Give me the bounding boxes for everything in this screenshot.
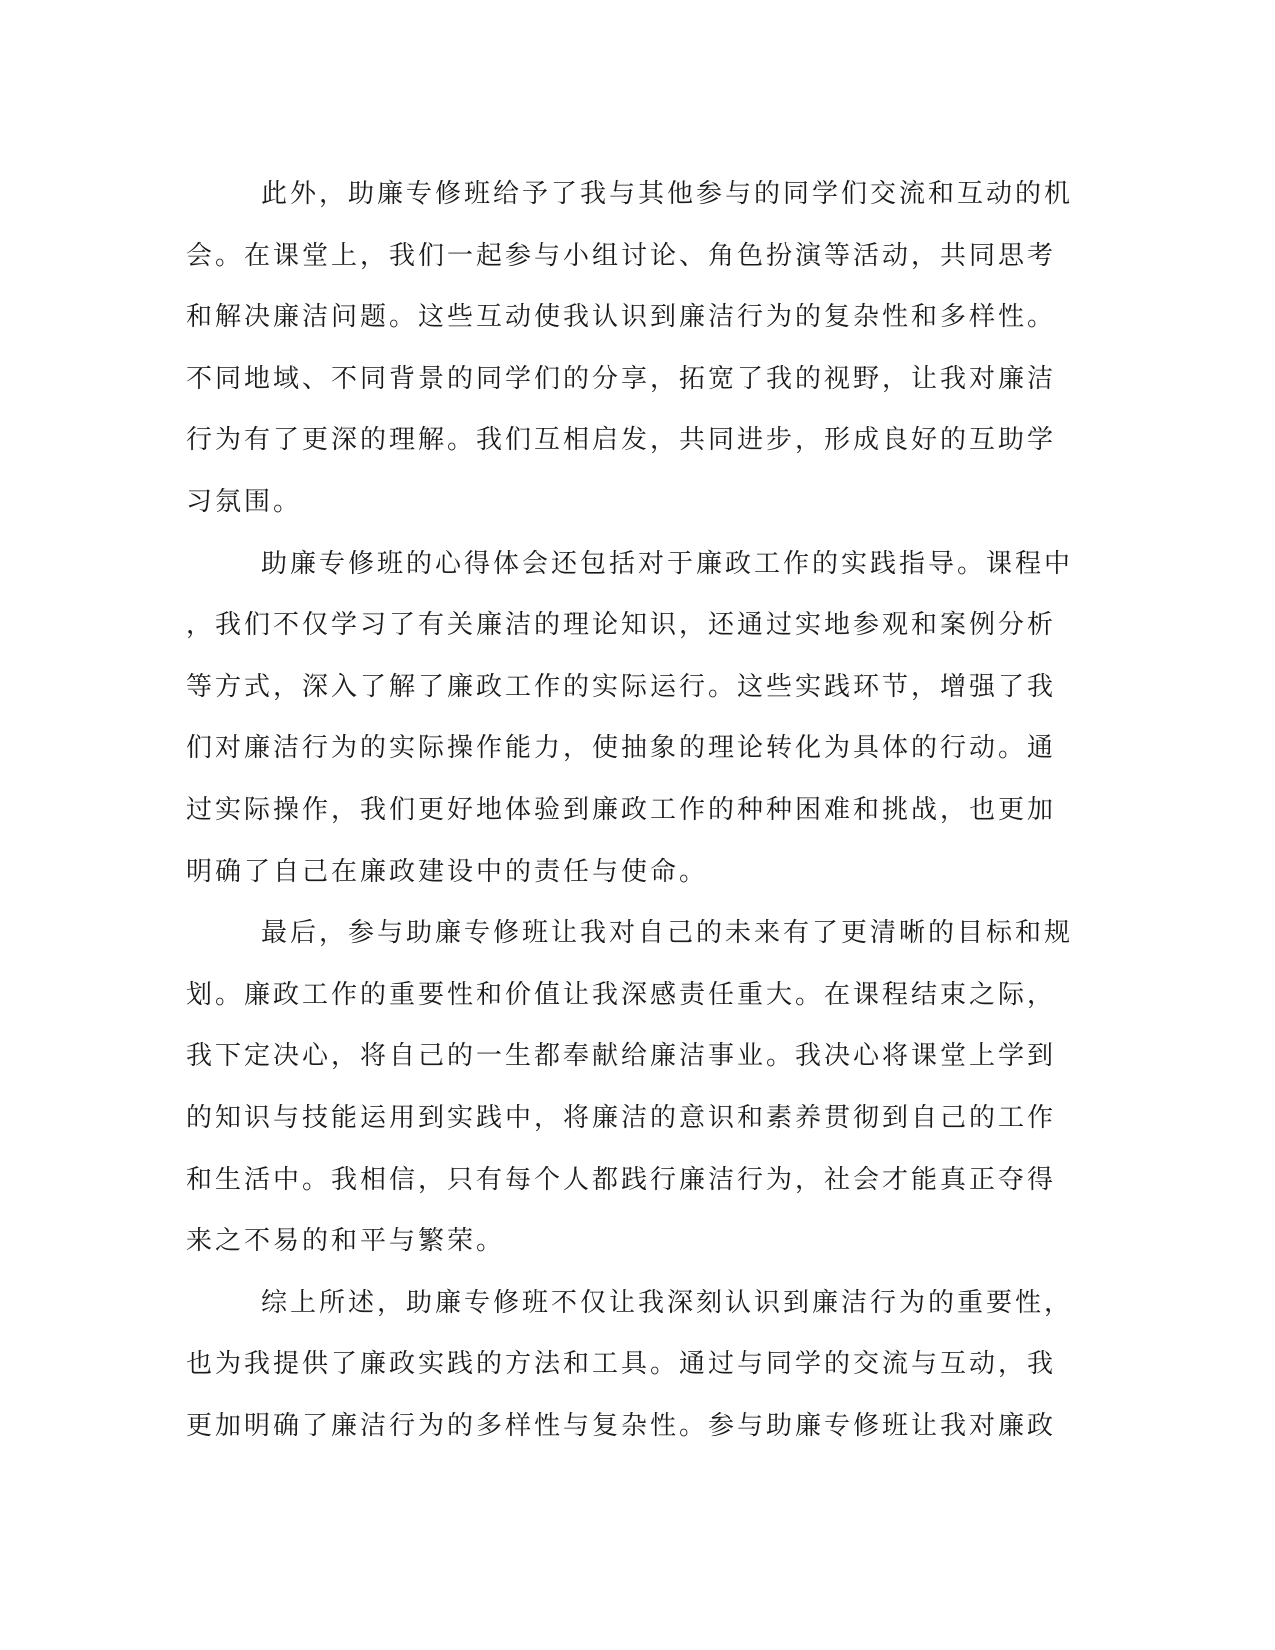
text-line: 来之不易的和平与繁荣。	[186, 1226, 506, 1257]
text-line: 会。在课堂上，我们一起参与小组讨论、角色扮演等活动，共同思考	[186, 240, 1057, 271]
text-line: 不同地域、不同背景的同学们的分享，拓宽了我的视野，让我对廉洁	[186, 363, 1057, 394]
text-line: 更加明确了廉洁行为的多样性与复杂性。参与助廉专修班让我对廉政	[186, 1410, 1057, 1441]
text-line: 行为有了更深的理解。我们互相启发，共同进步，形成良好的互助学	[186, 425, 1057, 456]
text-line: 和生活中。我相信，只有每个人都践行廉洁行为，社会才能真正夺得	[186, 1164, 1057, 1195]
text-line: 习氛围。	[186, 486, 303, 517]
text-line: 们对廉洁行为的实际操作能力，使抽象的理论转化为具体的行动。通	[186, 733, 1057, 764]
text-line: 综上所述，助廉专修班不仅让我深刻认识到廉洁行为的重要性，	[261, 1287, 1074, 1318]
text-line: 划。廉政工作的重要性和价值让我深感责任重大。在课程结束之际，	[186, 979, 1057, 1010]
text-line: 过实际操作，我们更好地体验到廉政工作的种种困难和挑战，也更加	[186, 794, 1057, 825]
text-line: 和解决廉洁问题。这些互动使我认识到廉洁行为的复杂性和多样性。	[186, 302, 1057, 333]
text-line: ，我们不仅学习了有关廉洁的理论知识，还通过实地参观和案例分析	[186, 610, 1057, 641]
text-line: 助廉专修班的心得体会还包括对于廉政工作的实践指导。课程中	[261, 548, 1074, 579]
text-line: 明确了自己在廉政建设中的责任与使命。	[186, 856, 709, 887]
text-line: 等方式，深入了解了廉政工作的实际运行。这些实践环节，增强了我	[186, 671, 1057, 702]
text-line: 我下定决心，将自己的一生都奉献给廉洁事业。我决心将课堂上学到	[186, 1041, 1057, 1072]
text-line: 最后，参与助廉专修班让我对自己的未来有了更清晰的目标和规	[261, 918, 1074, 949]
text-line: 的知识与技能运用到实践中，将廉洁的意识和素养贯彻到自己的工作	[186, 1102, 1057, 1133]
text-line: 此外，助廉专修班给予了我与其他参与的同学们交流和互动的机	[261, 179, 1074, 209]
body-text	[186, 164, 1086, 1457]
text-line: 也为我提供了廉政实践的方法和工具。通过与同学的交流与互动，我	[186, 1349, 1057, 1380]
